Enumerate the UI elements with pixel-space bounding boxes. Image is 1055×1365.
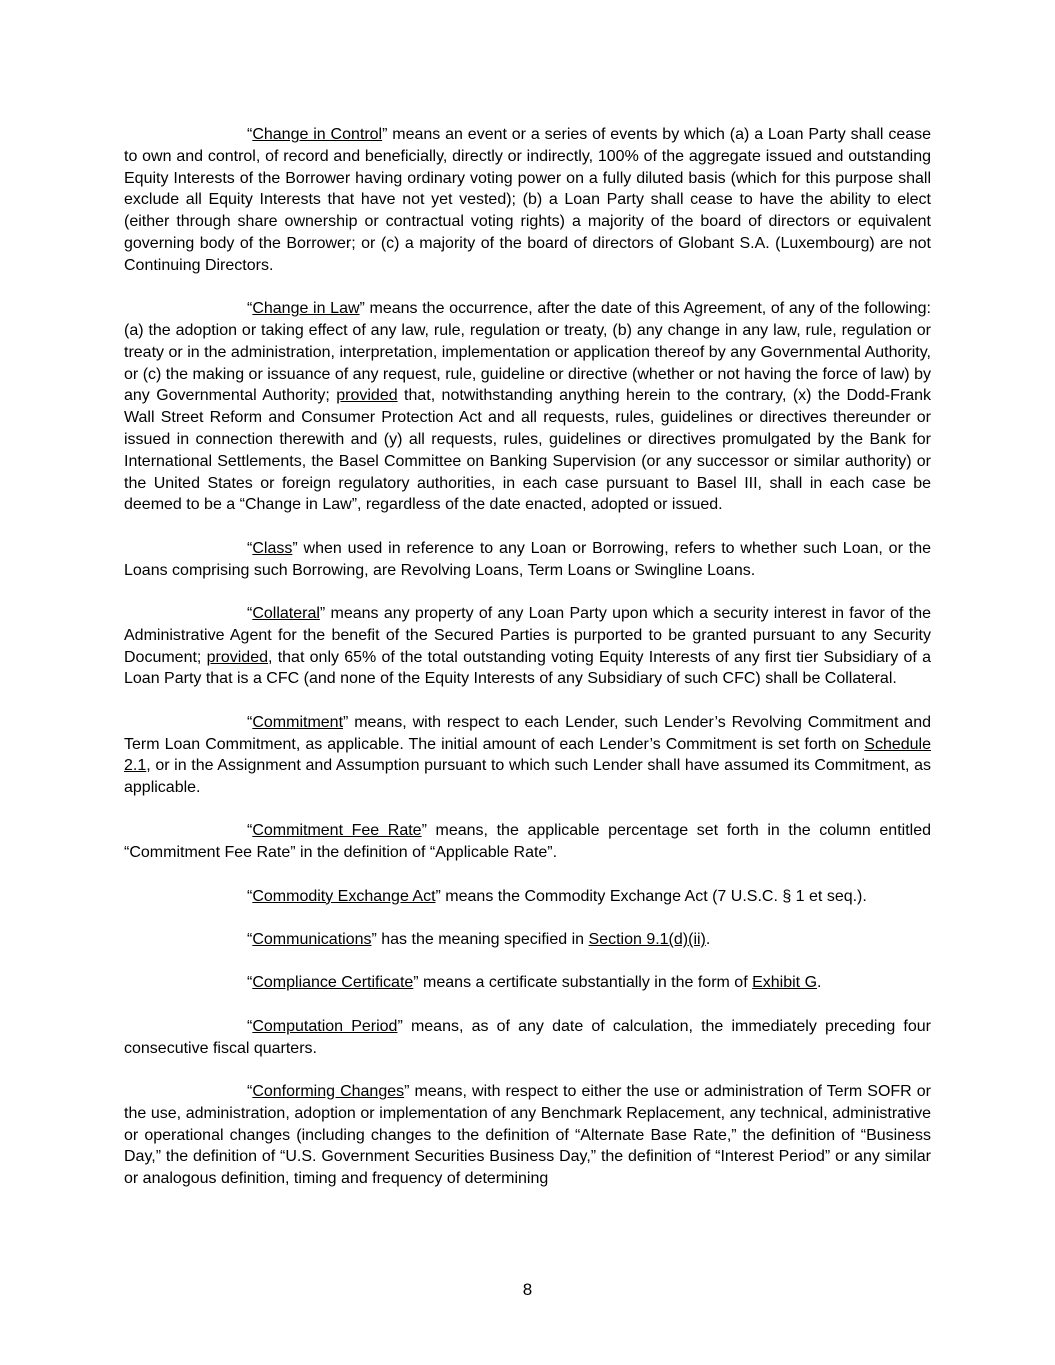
definition-text: means the occurrence, after the date of this Agreement, of any of the following: (a) the adoption or taking effect of any law, rule, regulation or treaty, (b) any change in any law, rule, regulation or treaty or in the administration, interpretation, implementation or application thereof by any Governmental Authority, or (c) the making or issuance of any request, rule, guideline or directive (whether or not having the force of law) by any Governmental Authority; <box>124 300 931 405</box>
cross-reference: provided <box>336 387 398 405</box>
definition-paragraph: “Commitment” means, with respect to each Lender, such Lender’s Revolving Commitment and Term Loan Commitment, as applicable. The initial amount of each Lender’s Commitment is set forth on Schedule 2.1, or in the Assignment and Assumption pursuant to which such Lender shall have assumed its Commitment, as applicable. <box>124 713 931 797</box>
cross-reference: Schedule 2.1 <box>124 735 931 775</box>
definition-paragraph: “Change in Law” means the occurrence, after the date of this Agreement, of any of the following: (a) the adoption or taking effect of any law, rule, regulation or treaty, (b) any change in any law, rule, regulation or treaty or in the administration, interpretation, implementation or application thereof by any Governmental Authority, or (c) the making or issuance of any request, rule, guideline or directive (whether or not having the force of law) by any Governmental Authority; provided that, notwithstanding anything herein to the contrary, (x) the Dodd-Frank Wall Street Reform and Consumer Protection Act and all requests, rules, guidelines or directives thereunder or issued in connection therewith and (y) all requests, rules, guidelines or directives promulgated by the Bank for International Settlements, the Basel Committee on Banking Supervision (or any successor or similar authority) or the United States or foreign regulatory authorities, in each case pursuant to Basel III, shall in each case be deemed to be a “Change in Law”, regardless of the date enacted, adopted or issued. <box>124 300 932 514</box>
definition-text: means, the applicable percentage set forth in the column entitled “Commitment Fee Rate” in the definition of “Applicable Rate”. <box>124 822 932 862</box>
defined-term: Conforming Changes <box>252 1083 405 1101</box>
definition-text: means, with respect to either the use or administration of Term SOFR or the use, administration, adoption or implementation of any Benchmark Replacement, any technical, administrative or operational changes (including changes to the definition of “Alternate Base Rate,” the definition of “Business Day,” the definition of “U.S. Government Securities Business Day,” the definition of “Interest Period” or any similar or analogous definition, timing and frequency of determining <box>124 1083 931 1188</box>
definition-paragraph: “Conforming Changes” means, with respect to either the use or administration of Term SOFR or the use, administration, adoption or implementation of any Benchmark Replacement, any technical, administrative or operational changes (including changes to the definition of “Alternate Base Rate,” the definition of “Business Day,” the definition of “U.S. Government Securities Business Day,” the definition of “Interest Period” or any similar or analogous definition, timing and frequency of determining <box>124 1083 931 1188</box>
definition-text: . <box>817 974 822 992</box>
defined-term: Collateral <box>252 604 320 622</box>
definition-text: means any property of any Loan Party upon which a security interest in favor of the Administrative Agent for the benefit of the Secured Parties is purported to be granted pursuant to any Security Document; <box>124 604 931 666</box>
definition-text: means a certificate substantially in the form of <box>418 974 753 992</box>
definition-text: means, as of any date of calculation, the immediately preceding four consecutive fiscal quarters. <box>124 1017 931 1057</box>
definition-text: means an event or a series of events by which (a) a Loan Party shall cease to own and control, of record and beneficially, directly or indirectly, 100% of the aggregate issued and outstanding Equity Interests of the Borrower having ordinary voting power on a fully diluted basis (which for this purpose shall exclude all Equity Interests that have not yet vested); (b) a Loan Party shall cease to have the ability to elect (either through share ownership or contractual voting rights) a majority of the board of directors or equivalent governing body of the Borrower; or (c) a majority of the board of directors of Globant S.A. (Luxembourg) are not Continuing Directors. <box>124 126 932 274</box>
defined-term: Commodity Exchange Act <box>252 887 436 905</box>
definition-paragraph: “Commodity Exchange Act” means the Commodity Exchange Act (7 U.S.C. § 1 et seq.). <box>247 887 867 905</box>
definition-text: when used in reference to any Loan or Borrowing, refers to whether such Loan, or the Loans comprising such Borrowing, are Revolving Loans, Term Loans or Swingline Loans. <box>124 539 931 579</box>
defined-term: Commitment <box>252 713 344 731</box>
defined-term: Commitment Fee Rate <box>252 822 422 840</box>
definition-paragraph: “Computation Period” means, as of any date of calculation, the immediately preceding four consecutive fiscal quarters. <box>124 1017 931 1057</box>
document-body <box>124 124 931 1212</box>
defined-term: Compliance Certificate <box>252 974 414 992</box>
definition-paragraph: “Class” when used in reference to any Loan or Borrowing, refers to whether such Loan, or the Loans comprising such Borrowing, are Revolving Loans, Term Loans or Swingline Loans. <box>124 539 931 579</box>
page-number: 8 <box>522 1280 533 1299</box>
definition-text: that, notwithstanding anything herein to the contrary, (x) the Dodd-Frank Wall Street Reform and Consumer Protection Act and all requests, rules, guidelines or directives thereunder or issued in connection therewith and (y) all requests, rules, guidelines or directives promulgated by the Bank for International Settlements, the Basel Committee on Banking Supervision (or any successor or similar authority) or the United States or foreign regulatory authorities, in each case pursuant to Basel III, shall in each case be deemed to be a “Change in Law”, regardless of the date enacted, adopted or issued. <box>124 387 932 514</box>
definition-paragraph: “Compliance Certificate” means a certificate substantially in the form of Exhibit G. <box>247 974 822 992</box>
definition-text: , or in the Assignment and Assumption pursuant to which such Lender shall have assumed its Commitment, as applicable. <box>124 757 931 797</box>
definition-text: means the Commodity Exchange Act (7 U.S.C. § 1 et seq.). <box>440 887 867 905</box>
cross-reference: Exhibit G <box>752 974 818 992</box>
definition-text: means, with respect to each Lender, such Lender’s Revolving Commitment and Term Loan Commitment, as applicable. The initial amount of each Lender’s Commitment is set forth on <box>124 713 931 753</box>
defined-term: Change in Control <box>252 126 383 143</box>
definition-paragraph: “Commitment Fee Rate” means, the applicable percentage set forth in the column entitled “Commitment Fee Rate” in the definition of “Applicable Rate”. <box>124 822 932 862</box>
cross-reference: provided <box>206 648 268 666</box>
defined-term: Communications <box>252 931 372 949</box>
cross-reference: Section 9.1(d)(ii) <box>588 931 706 949</box>
definition-paragraph: “Change in Control” means an event or a series of events by which (a) a Loan Party shall cease to own and control, of record and beneficially, directly or indirectly, 100% of the aggregate issued and outstanding Equity Interests of the Borrower having ordinary voting power on a fully diluted basis (which for this purpose shall exclude all Equity Interests that have not yet vested); (b) a Loan Party shall cease to have the ability to elect (either through share ownership or contractual voting rights) a majority of the board of directors or equivalent governing body of the Borrower; or (c) a majority of the board of directors of Globant S.A. (Luxembourg) are not Continuing Directors. <box>124 126 932 274</box>
defined-term: Class <box>252 539 293 557</box>
defined-term: Change in Law <box>252 300 360 318</box>
definition-paragraph: “Communications” has the meaning specified in Section 9.1(d)(ii). <box>247 931 711 949</box>
defined-term: Computation Period <box>252 1017 398 1035</box>
definition-text: . <box>705 931 711 949</box>
definition-paragraph: “Collateral” means any property of any Loan Party upon which a security interest in favor of the Administrative Agent for the benefit of the Secured Parties is purported to be granted pursuant to any Security Document; provided, that only 65% of the total outstanding voting Equity Interests of any first tier Subsidiary of a Loan Party that is a CFC (and none of the Equity Interests of any Subsidiary of such CFC) shall be Collateral. <box>124 604 932 688</box>
definition-text: has the meaning specified in <box>376 931 589 949</box>
definition-text: , that only 65% of the total outstanding voting Equity Interests of any first tier Subsidiary of a Loan Party that is a CFC (and none of the Equity Interests of any Subsidiary of such CFC) shall be Collateral. <box>124 648 932 688</box>
